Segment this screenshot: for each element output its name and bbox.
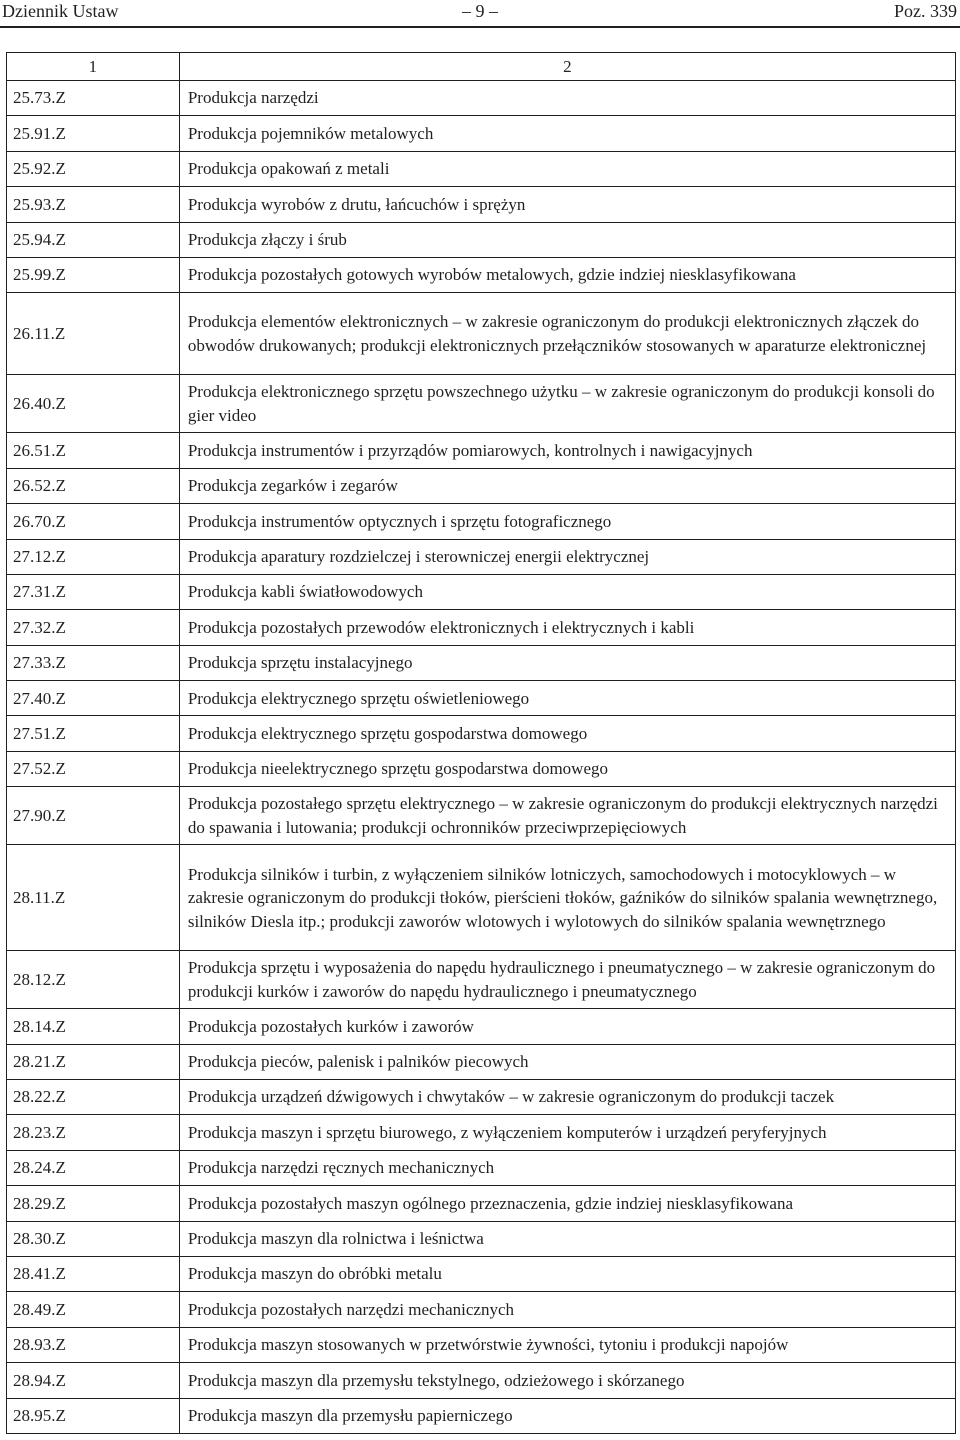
table-row xyxy=(7,845,956,951)
row-name: Produkcja pozostałych maszyn ogólnego przeznaczenia, gdzie indziej niesklasyfikowana xyxy=(179,1186,955,1221)
table-row xyxy=(7,1115,956,1150)
table-row xyxy=(7,1327,956,1362)
table-row xyxy=(7,574,956,609)
column-header-row xyxy=(7,53,956,81)
row-code: 27.33.Z xyxy=(7,645,180,680)
row-code: 28.23.Z xyxy=(7,1115,180,1150)
row-name: Produkcja maszyn stosowanych w przetwórstwie żywności, tytoniu i produkcji napojów xyxy=(179,1327,955,1362)
table-row xyxy=(7,187,956,222)
table-row xyxy=(7,293,956,375)
row-code: 27.31.Z xyxy=(7,574,180,609)
row-name: Produkcja nieelektrycznego sprzętu gospodarstwa domowego xyxy=(179,751,955,786)
table-row xyxy=(7,504,956,539)
table-row xyxy=(7,222,956,257)
row-name: Produkcja instrumentów optycznych i sprzętu fotograficznego xyxy=(179,504,955,539)
table-row xyxy=(7,645,956,680)
row-name: Produkcja narzędzi ręcznych mechanicznych xyxy=(179,1150,955,1185)
row-code: 28.49.Z xyxy=(7,1292,180,1327)
row-code: 26.11.Z xyxy=(7,293,180,375)
table-row xyxy=(7,610,956,645)
table-row xyxy=(7,375,956,433)
table-row xyxy=(7,1221,956,1256)
row-name: Produkcja aparatury rozdzielczej i sterowniczej energii elektrycznej xyxy=(179,539,955,574)
row-name: Produkcja pieców, palenisk i palników piecowych xyxy=(179,1044,955,1079)
row-code: 27.32.Z xyxy=(7,610,180,645)
row-name: Produkcja zegarków i zegarów xyxy=(179,468,955,503)
row-code: 27.52.Z xyxy=(7,751,180,786)
page-header xyxy=(0,0,960,26)
row-code: 27.40.Z xyxy=(7,681,180,716)
row-code: 26.70.Z xyxy=(7,504,180,539)
row-code: 28.95.Z xyxy=(7,1398,180,1433)
table-row xyxy=(7,116,956,151)
journal-title: Dziennik Ustaw xyxy=(2,1,119,21)
row-code: 28.14.Z xyxy=(7,1009,180,1044)
row-name: Produkcja urządzeń dźwigowych i chwytaków – w zakresie ograniczonym do produkcji taczek xyxy=(179,1080,955,1115)
row-code: 26.51.Z xyxy=(7,433,180,468)
row-code: 25.99.Z xyxy=(7,257,180,292)
row-name: Produkcja elementów elektronicznych – w zakresie ograniczonym do produkcji elektronicznych złączek do obwodów drukowanych; produkcji elektronicznych przełączników stosowanych w aparaturze elektronicznej xyxy=(179,293,955,375)
table-row xyxy=(7,81,956,116)
row-code: 28.11.Z xyxy=(7,845,180,951)
row-name: Produkcja pozostałych gotowych wyrobów metalowych, gdzie indziej niesklasyfikowana xyxy=(179,257,955,292)
table-row xyxy=(7,539,956,574)
row-name: Produkcja elektronicznego sprzętu powszechnego użytku – w zakresie ograniczonym do produkcji konsoli do gier video xyxy=(179,375,955,433)
row-code: 27.12.Z xyxy=(7,539,180,574)
row-name: Produkcja złączy i śrub xyxy=(179,222,955,257)
row-code: 26.40.Z xyxy=(7,375,180,433)
row-name: Produkcja silników i turbin, z wyłączeniem silników lotniczych, samochodowych i motocyklowych – w zakresie ograniczonym do produkcji tłoków, pierścieni tłoków, gaźników do silników spalania wewnętrznego, silników Diesla itp.; produkcji zaworów wlotowych i wylotowych do silników spalania wewnętrznego xyxy=(179,845,955,951)
row-code: 28.41.Z xyxy=(7,1256,180,1291)
table-row xyxy=(7,1080,956,1115)
table-row xyxy=(7,1256,956,1291)
header-rule xyxy=(0,26,960,28)
table-row xyxy=(7,1292,956,1327)
row-code: 27.51.Z xyxy=(7,716,180,751)
row-name: Produkcja kabli światłowodowych xyxy=(179,574,955,609)
table-row xyxy=(7,1186,956,1221)
table-row xyxy=(7,151,956,186)
pkd-codes-table xyxy=(6,52,956,1434)
table-row xyxy=(7,1398,956,1433)
row-name: Produkcja wyrobów z drutu, łańcuchów i sprężyn xyxy=(179,187,955,222)
table-row xyxy=(7,751,956,786)
table-row xyxy=(7,716,956,751)
row-name: Produkcja pozostałych kurków i zaworów xyxy=(179,1009,955,1044)
row-name: Produkcja elektrycznego sprzętu gospodarstwa domowego xyxy=(179,716,955,751)
page-number: – 9 – xyxy=(462,1,498,21)
row-code: 28.22.Z xyxy=(7,1080,180,1115)
row-name: Produkcja elektrycznego sprzętu oświetleniowego xyxy=(179,681,955,716)
row-code: 25.73.Z xyxy=(7,81,180,116)
table-row xyxy=(7,787,956,845)
row-name: Produkcja pozostałych narzędzi mechanicznych xyxy=(179,1292,955,1327)
row-code: 25.91.Z xyxy=(7,116,180,151)
row-name: Produkcja pojemników metalowych xyxy=(179,116,955,151)
row-name: Produkcja sprzętu instalacyjnego xyxy=(179,645,955,680)
row-name: Produkcja pozostałego sprzętu elektrycznego – w zakresie ograniczonym do produkcji elektrycznych narzędzi do spawania i lutowania; produkcji ochronników przeciwprzepięciowych xyxy=(179,787,955,845)
row-code: 25.92.Z xyxy=(7,151,180,186)
row-code: 25.93.Z xyxy=(7,187,180,222)
table-row xyxy=(7,433,956,468)
row-code: 26.52.Z xyxy=(7,468,180,503)
table-row xyxy=(7,1150,956,1185)
row-code: 28.94.Z xyxy=(7,1363,180,1398)
row-code: 28.93.Z xyxy=(7,1327,180,1362)
table-row xyxy=(7,1044,956,1079)
row-name: Produkcja maszyn dla przemysłu papierniczego xyxy=(179,1398,955,1433)
column-header-name: 2 xyxy=(179,53,955,81)
table-row xyxy=(7,951,956,1009)
table-row xyxy=(7,1009,956,1044)
table-row xyxy=(7,257,956,292)
row-code: 28.21.Z xyxy=(7,1044,180,1079)
row-code: 28.24.Z xyxy=(7,1150,180,1185)
position-number: Poz. 339 xyxy=(894,1,957,21)
row-name: Produkcja maszyn dla przemysłu tekstylnego, odzieżowego i skórzanego xyxy=(179,1363,955,1398)
row-name: Produkcja maszyn i sprzętu biurowego, z wyłączeniem komputerów i urządzeń peryferyjnych xyxy=(179,1115,955,1150)
table-row xyxy=(7,1363,956,1398)
row-name: Produkcja sprzętu i wyposażenia do napędu hydraulicznego i pneumatycznego – w zakresie ograniczonym do produkcji kurków i zaworów do napędu hydraulicznego i pneumatycznego xyxy=(179,951,955,1009)
row-code: 27.90.Z xyxy=(7,787,180,845)
row-code: 28.30.Z xyxy=(7,1221,180,1256)
row-code: 28.29.Z xyxy=(7,1186,180,1221)
row-code: 25.94.Z xyxy=(7,222,180,257)
row-name: Produkcja narzędzi xyxy=(179,81,955,116)
row-name: Produkcja instrumentów i przyrządów pomiarowych, kontrolnych i nawigacyjnych xyxy=(179,433,955,468)
row-name: Produkcja maszyn do obróbki metalu xyxy=(179,1256,955,1291)
row-name: Produkcja pozostałych przewodów elektronicznych i elektrycznych i kabli xyxy=(179,610,955,645)
table-row xyxy=(7,468,956,503)
row-code: 28.12.Z xyxy=(7,951,180,1009)
table-row xyxy=(7,681,956,716)
column-header-code: 1 xyxy=(7,53,180,81)
row-name: Produkcja maszyn dla rolnictwa i leśnictwa xyxy=(179,1221,955,1256)
row-name: Produkcja opakowań z metali xyxy=(179,151,955,186)
